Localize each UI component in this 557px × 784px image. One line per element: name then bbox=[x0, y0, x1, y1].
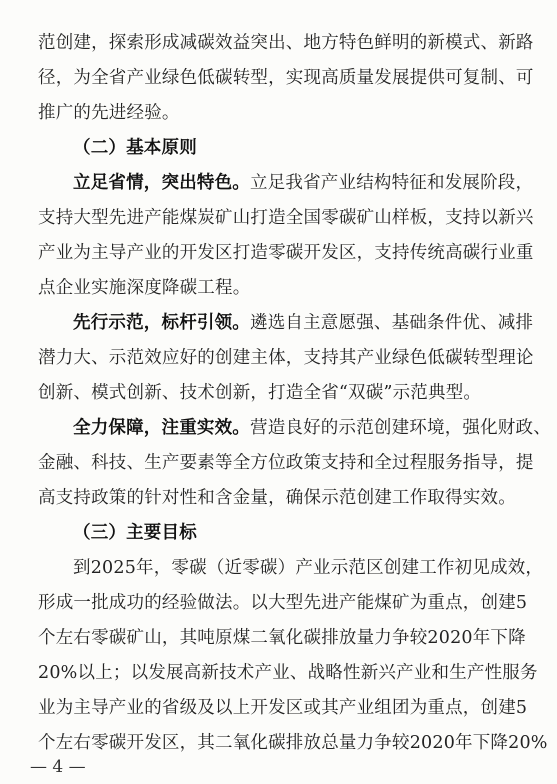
principle-line bbox=[73, 312, 534, 334]
paragraph-line: 潜力大、示范效应好的创建主体，支持其产业绿色低碳转型理论 bbox=[38, 348, 534, 368]
paragraph-line: 个左右零碳开发区，其二氧化碳排放总量力争较2020年下降20% bbox=[38, 733, 548, 753]
paragraph-line: 业为主导产业的省级及以上开发区或其产业组团为重点，创建5 bbox=[38, 698, 528, 718]
paragraph-line: 点企业实施深度降碳工程。 bbox=[38, 278, 251, 298]
paragraph-line: 产业为主导产业的开发区打造零碳开发区，支持传统高碳行业重 bbox=[38, 243, 534, 263]
section-heading-main-goals: （三）主要目标 bbox=[73, 523, 197, 543]
paragraph-line: 形成一批成功的经验做法。以大型先进产能煤矿为重点，创建5 bbox=[38, 593, 528, 613]
principle-text: 立足我省产业结构特征和发展阶段， bbox=[250, 173, 534, 193]
principle-text: 遴选自主意愿强、基础条件优、减排 bbox=[250, 313, 534, 333]
principle-line bbox=[73, 172, 534, 194]
principle-title: 先行示范，标杆引领。 bbox=[73, 313, 250, 333]
principle-text: 营造良好的示范创建环境，强化财政、 bbox=[250, 418, 551, 438]
principle-title: 立足省情，突出特色。 bbox=[73, 173, 250, 193]
principle-line bbox=[73, 417, 551, 439]
paragraph-line: 20%以上；以发展高新技术产业、战略性新兴产业和生产性服务 bbox=[38, 663, 538, 683]
paragraph-line: 范创建，探索形成减碳效益突出、地方特色鲜明的新模式、新路 bbox=[38, 33, 534, 53]
paragraph-line: 径，为全省产业绿色低碳转型，实现高质量发展提供可复制、可 bbox=[38, 68, 534, 88]
paragraph-line: 高支持政策的针对性和含金量，确保示范创建工作取得实效。 bbox=[38, 488, 516, 508]
section-heading-basic-principles: （二）基本原则 bbox=[73, 138, 197, 158]
paragraph-line: 推广的先进经验。 bbox=[38, 103, 180, 123]
paragraph-line: 到2025年，零碳（近零碳）产业示范区创建工作初见成效， bbox=[73, 558, 544, 578]
paragraph-line: 支持大型先进产能煤炭矿山打造全国零碳矿山样板，支持以新兴 bbox=[38, 208, 534, 228]
paragraph-line: 创新、模式创新、技术创新，打造全省“双碳”示范典型。 bbox=[38, 383, 482, 403]
principle-title: 全力保障，注重实效。 bbox=[73, 418, 250, 438]
paragraph-line: 金融、科技、生产要素等全方位政策支持和全过程服务指导，提 bbox=[38, 453, 534, 473]
paragraph-line: 个左右零碳矿山，其吨原煤二氧化碳排放量力争较2020年下降 bbox=[38, 628, 526, 648]
page-number: — 4 — bbox=[30, 757, 86, 777]
